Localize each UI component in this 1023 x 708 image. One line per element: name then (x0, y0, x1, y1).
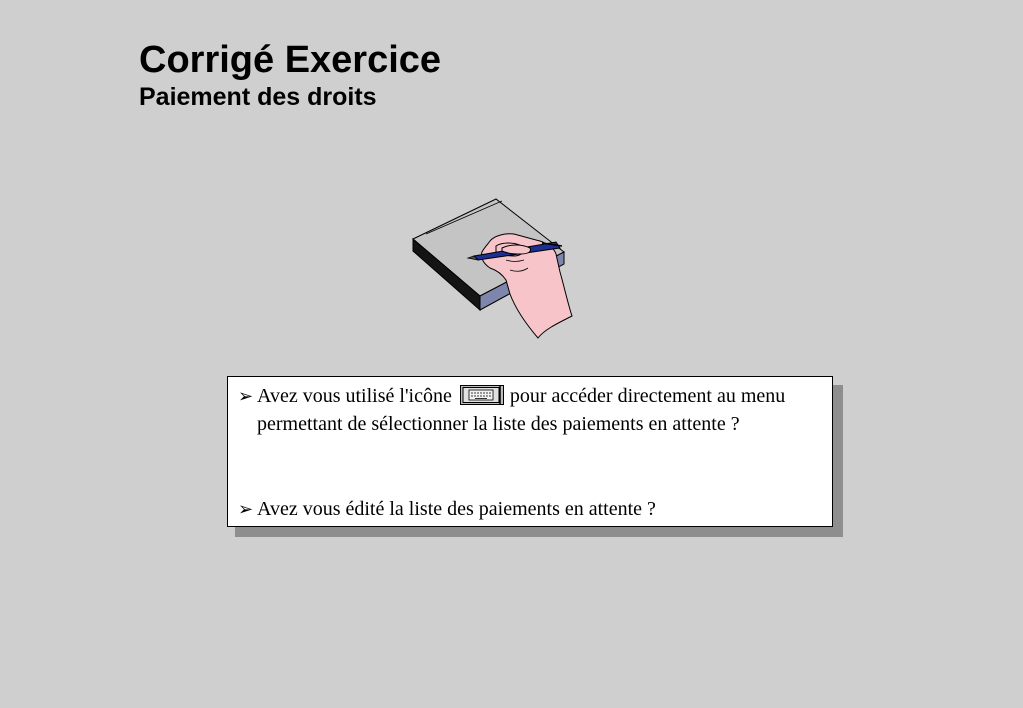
bullet-arrow-icon: ➢ (238, 499, 254, 519)
slide-title: Corrigé Exercice (139, 39, 442, 81)
slide-subtitle: Paiement des droits (139, 83, 377, 111)
hand-writing-notepad-icon (410, 196, 580, 342)
keyboard-icon (460, 385, 504, 405)
bullet-arrow-icon: ➢ (238, 386, 254, 406)
slide-header (139, 38, 441, 112)
question-box (227, 376, 833, 527)
question-text (238, 382, 822, 438)
question-item (238, 495, 822, 523)
question-text: Avez vous édité la liste des paiements en attente ? (257, 498, 656, 520)
question-text-after-icon: pour accéder directement au menu permettant de sélectionner la liste des paiements en attente ? (257, 385, 786, 435)
question-item (238, 382, 822, 438)
question-text-before-icon: Avez vous utilisé l'icône (257, 385, 452, 407)
